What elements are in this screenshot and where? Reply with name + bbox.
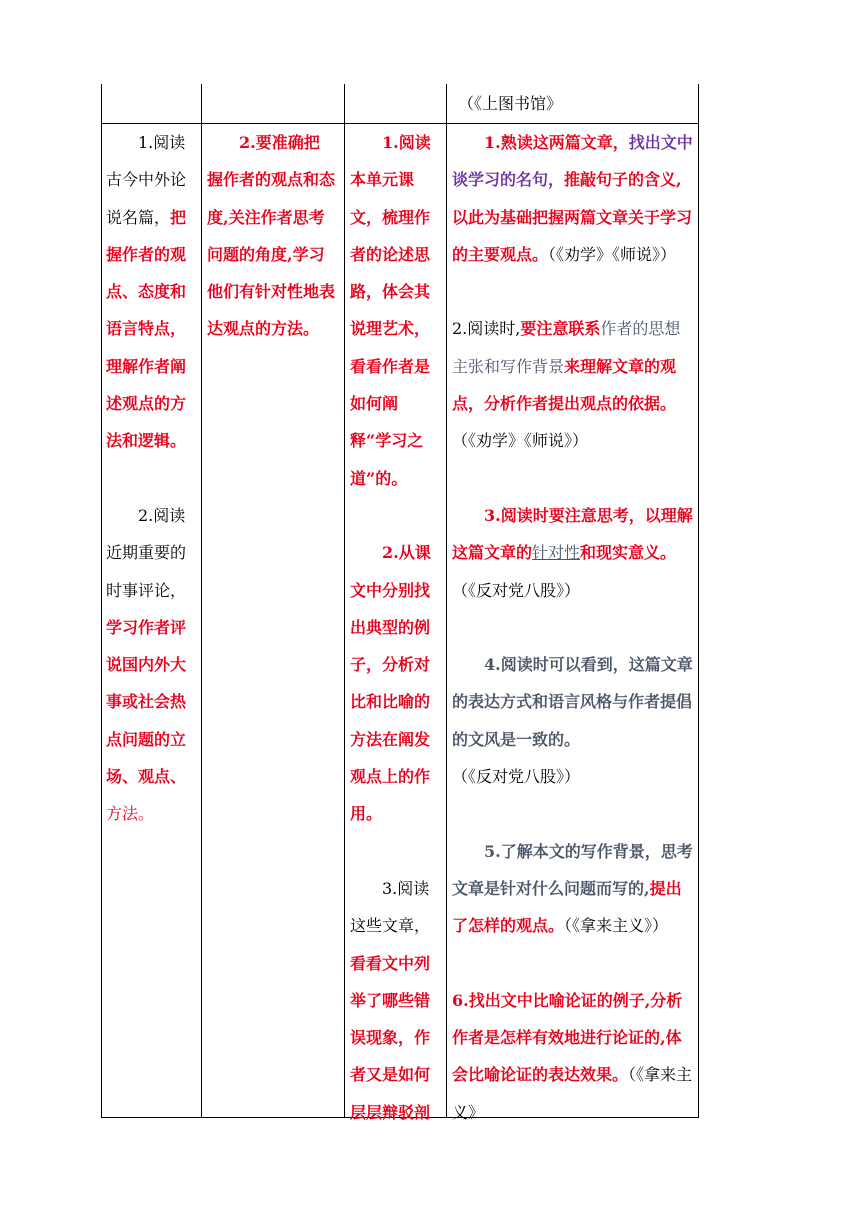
col4-para-5: 5.了解本文的写作背景，思考文章是针对什么问题而写的,提出了怎样的观点。（《拿来主义》） [452,841,693,936]
col3-item-2: 2.从课文中分别找出典型的例子，分析对比和比喻的方法在阐发观点上的作用。 [350,543,431,824]
col1-cell [106,124,192,833]
col4-para-1: 1.熟读这两篇文章，找出文中谈学习的名句，推敲句子的含义,以此为基础把握两篇文章关于学习的主要观点。（《劝学》《师说》） [452,133,693,264]
col3-item-1: 1.阅读本单元课文，梳理作者的论述思路，体会其说理艺术，看看作者是如何阐释“学习之道”的。 [350,133,431,488]
table-border-col3 [446,84,447,1118]
col1-item-1: 1.阅读古今中外论说名篇，把握作者的观点、态度和语言特点，理解作者阐述观点的方法和逻辑。 [106,133,187,451]
col4-para-4: 4.阅读时可以看到，这篇文章的表达方式和语言风格与作者提倡的文风是一致的。（《反对党八股》） [452,655,693,787]
table-border-col1 [201,84,202,1118]
col1-item-2: 2.阅读近期重要的时事评论，学习作者评说国内外大事或社会热点问题的立场、观点、方法。 [106,505,187,824]
table-border-right [698,84,699,1118]
col4-cell [452,124,694,1131]
top-row-reference: （《上图书馆》 [458,94,563,113]
col2-cell [207,124,335,348]
table-border-left [101,84,102,1118]
col4-para-3: 3.阅读时要注意思考，以理解这篇文章的针对性和现实意义。（《反对党八股》） [452,505,693,600]
col4-para-2: 2.阅读时,要注意联系作者的思想主张和写作背景来理解文章的观点，分析作者提出观点的依据。（《劝学》《师说》） [452,319,681,451]
col3-cell [350,124,436,1131]
col2-text: 2.要准确把握作者的观点和态度,关注作者思考问题的角度,学习他们有针对性地表达观点的方法。 [207,133,336,339]
col4-para-6: 6.找出文中比喻论证的例子,分析作者是怎样有效地进行论证的,体会比喻论证的表达效果。（《拿来主义》 [452,990,693,1122]
col3-item-3: 3.阅读这些文章，看看文中列举了哪些错误现象，作者又是如何层层辩驳剖 [350,878,431,1122]
table-border-col2 [344,84,345,1118]
